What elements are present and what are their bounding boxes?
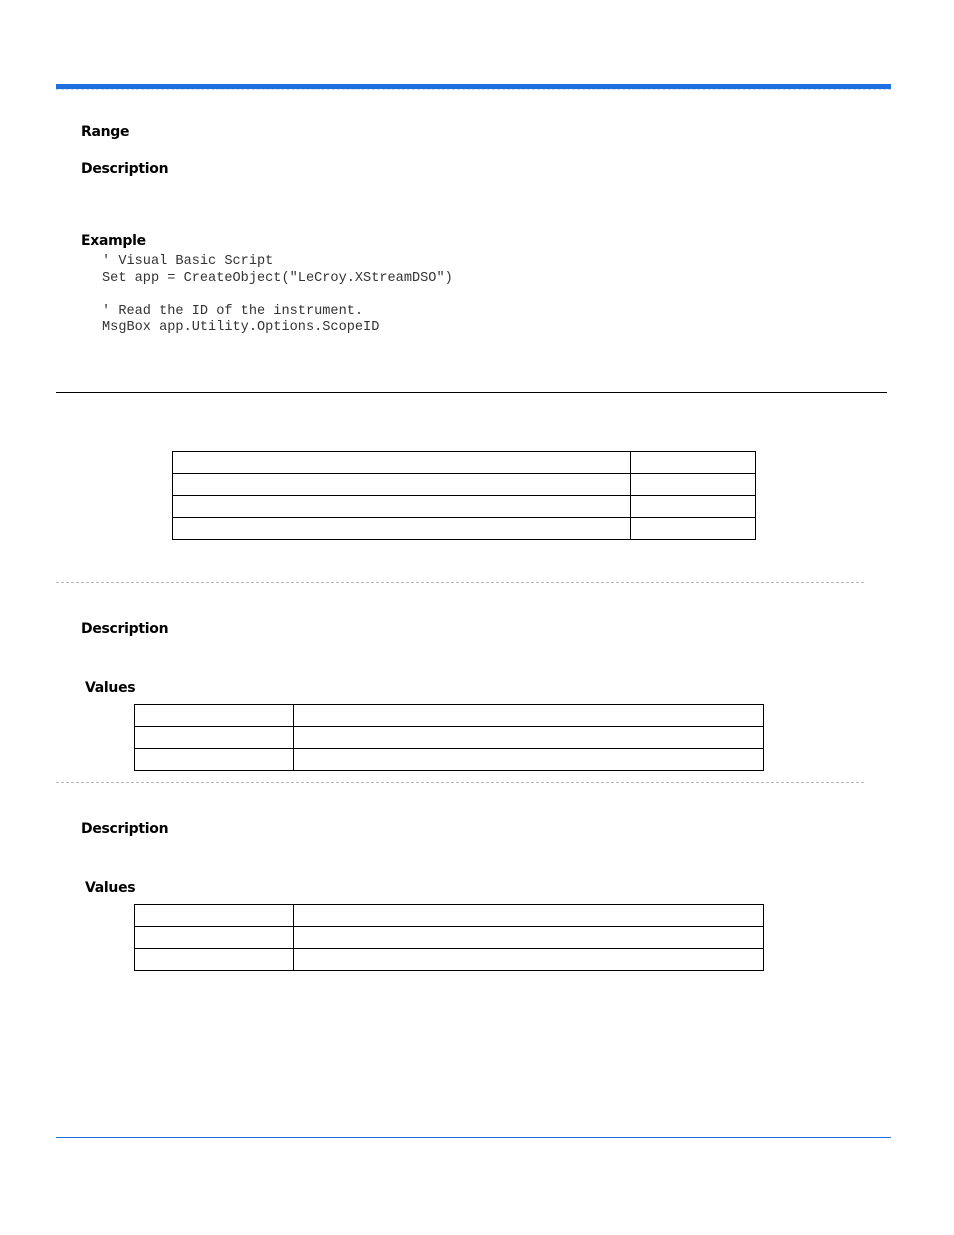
description-heading: Description [81,821,169,837]
values-table [134,904,764,971]
table-cell [631,452,756,474]
table-cell [173,518,631,540]
table-row [135,749,764,771]
table-row [173,474,756,496]
table-row [173,518,756,540]
table-row [135,705,764,727]
table-cell [173,474,631,496]
table-row [135,727,764,749]
table-row [173,496,756,518]
table-cell [294,749,764,771]
table-cell [631,496,756,518]
table-cell [135,949,294,971]
header-dashed-line [56,89,891,90]
table-cell [135,905,294,927]
dashed-separator [56,782,864,783]
description-heading: Description [81,621,169,637]
values-heading: Values [85,880,136,896]
example-code-block: ' Visual Basic Script Set app = CreateObject("LeCroy.XStreamDSO") ' Read the ID of the instrument. MsgBox app.Utility.Options.ScopeID [102,254,453,335]
table-cell [294,727,764,749]
table-cell [173,496,631,518]
dashed-separator [56,582,864,583]
table-cell [631,474,756,496]
values-table [134,704,764,771]
table-cell [173,452,631,474]
footer-rule [56,1137,891,1138]
table-cell [294,927,764,949]
range-heading: Range [81,124,130,140]
table-cell [135,927,294,949]
property-table [172,451,756,540]
section-divider [56,392,887,393]
table-cell [294,705,764,727]
table-cell [294,949,764,971]
table-row [135,905,764,927]
table-cell [135,749,294,771]
table-row [135,949,764,971]
description-heading: Description [81,161,169,177]
table-row [135,927,764,949]
table-row [173,452,756,474]
table-cell [294,905,764,927]
example-heading: Example [81,233,146,249]
table-cell [631,518,756,540]
table-cell [135,727,294,749]
table-cell [135,705,294,727]
values-heading: Values [85,680,136,696]
